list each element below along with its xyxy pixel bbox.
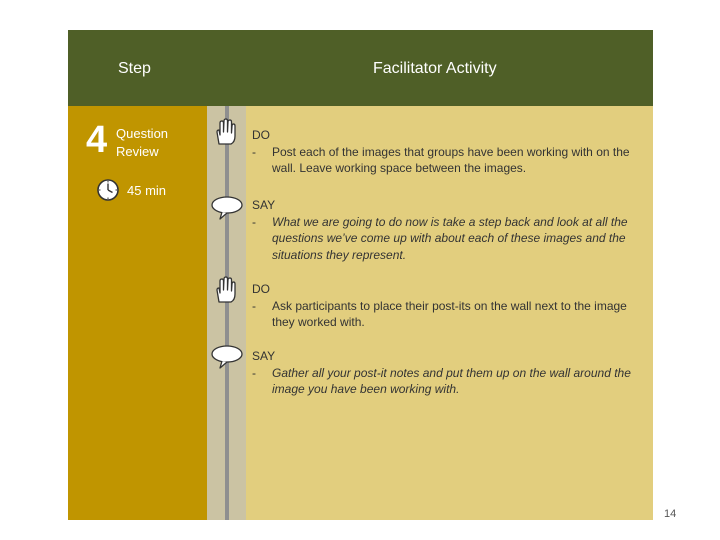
step-duration: 45 min <box>127 183 167 198</box>
block-text: Gather all your post-it notes and put them up on the wall around the image you have been working with. <box>272 365 631 396</box>
block-label: DO <box>252 128 270 142</box>
activity-block-do <box>252 281 647 331</box>
block-label: DO <box>252 282 270 296</box>
block-label: SAY <box>252 349 276 363</box>
activity-block-say <box>252 348 647 398</box>
step-number: 4 <box>86 119 108 161</box>
step-column-heading: Step <box>118 60 151 77</box>
block-text: Post each of the images that groups have been working with on the wall. Leave working space between the images. <box>272 144 630 175</box>
hand-icon <box>210 118 244 146</box>
hand-icon <box>210 276 244 304</box>
bullet-dash: - <box>252 144 256 159</box>
block-text: Ask participants to place their post-its on the wall next to the image they worked with. <box>272 298 627 329</box>
block-text: What we are going to do now is take a step back and look at all the questions we’ve come up with about each of these images and the situations they represent. <box>272 214 628 262</box>
activity-block-say <box>252 197 647 263</box>
speech-bubble-icon <box>210 342 244 370</box>
page-number: 14 <box>664 508 677 520</box>
activity-column-heading: Facilitator Activity <box>373 60 497 77</box>
bullet-dash: - <box>252 214 256 229</box>
bullet-dash: - <box>252 298 256 313</box>
step-panel <box>68 106 207 520</box>
clock-icon <box>97 179 119 201</box>
bullet-dash: - <box>252 365 256 380</box>
activity-block-do <box>252 127 647 177</box>
step-title: Question Review <box>116 126 169 159</box>
block-label: SAY <box>252 198 276 212</box>
timeline-line <box>225 106 229 520</box>
speech-bubble-icon <box>210 193 244 221</box>
header-bar <box>68 30 653 106</box>
